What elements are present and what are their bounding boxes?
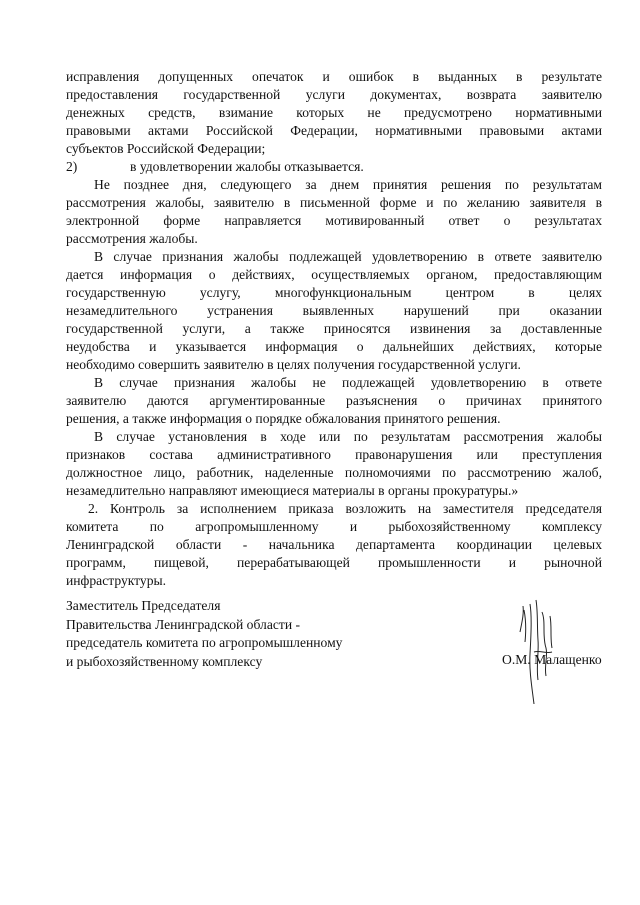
text-line: признаков состава административного правонарушения или преступления xyxy=(66,447,602,462)
text-line: предоставления государственной услуги документах, возврата заявителю xyxy=(66,87,602,102)
text-line: незамедлительно направляют имеющиеся материалы в органы прокуратуры.» xyxy=(66,483,519,498)
text-line: Ленинградской области - начальника департамента координации целевых xyxy=(66,537,602,552)
text-line: неудобства и указывается информация о дальнейших действиях, которые xyxy=(66,339,602,354)
signatory-title-line: и рыбохозяйственному комплексу xyxy=(66,653,263,669)
text-line: необходимо совершить заявителю в целях получения государственной услуги. xyxy=(66,357,521,372)
text-line: В случае признания жалобы подлежащей удовлетворению в ответе заявителю xyxy=(94,249,602,264)
list-number: 2) xyxy=(66,159,78,174)
text-line: исправления допущенных опечаток и ошибок в выданных в результате xyxy=(66,69,602,84)
text-line: государственной услуги, а также приносятся извинения за доставленные xyxy=(66,321,602,336)
signer-name: О.М. Малащенко xyxy=(502,652,602,667)
text-line: электронной форме направляется мотивированный ответ о результатах xyxy=(66,213,602,228)
text-line: Не позднее дня, следующего за днем принятия решения по результатам xyxy=(94,177,602,192)
text-line: 2. Контроль за исполнением приказа возложить на заместителя председателя xyxy=(88,501,602,516)
text-line: незамедлительного устранения выявленных нарушений при оказании xyxy=(66,303,602,318)
list-item-text: в удовлетворении жалобы отказывается. xyxy=(130,159,364,174)
text-line: решения, а также информация о порядке обжалования принятого решения. xyxy=(66,411,501,426)
text-line: заявителю даются аргументированные разъяснения о причинах принятого xyxy=(66,393,602,408)
signatory-title-line: Правительства Ленинградской области - xyxy=(66,616,301,632)
text-line: инфраструктуры. xyxy=(66,573,167,588)
signature-block xyxy=(66,597,606,707)
text-line: правовыми актами Российской Федерации, нормативными правовыми актами xyxy=(66,123,602,138)
text-line: денежных средств, взимание которых не предусмотрено нормативными xyxy=(66,105,602,120)
text-line: рассмотрения жалобы, заявителю в письменной форме и по желанию заявителя в xyxy=(66,195,602,210)
signatory-title-line: Заместитель Председателя xyxy=(66,598,221,613)
text-line xyxy=(66,158,602,176)
text-line: комитета по агропромышленному и рыбохозяйственному комплексу xyxy=(66,519,602,534)
text-line: субъектов Российской Федерации; xyxy=(66,141,266,156)
text-line: должностное лицо, работник, наделенные полномочиями по рассмотрению жалоб, xyxy=(66,465,602,480)
text-line: В случае признания жалобы не подлежащей удовлетворению в ответе xyxy=(94,375,602,390)
text-line: рассмотрения жалобы. xyxy=(66,231,198,246)
text-line: дается информация о действиях, осуществляемых органом, предоставляющим xyxy=(66,267,602,282)
text-line: В случае установления в ходе или по результатам рассмотрения жалобы xyxy=(94,429,602,444)
signatory-title-line: председатель комитета по агропромышленному xyxy=(66,635,343,650)
document-body xyxy=(66,68,602,590)
text-line: программ, пищевой, перерабатывающей промышленности и рыночной xyxy=(66,555,602,570)
text-line: государственную услугу, многофункциональным центром в целях xyxy=(66,285,602,300)
